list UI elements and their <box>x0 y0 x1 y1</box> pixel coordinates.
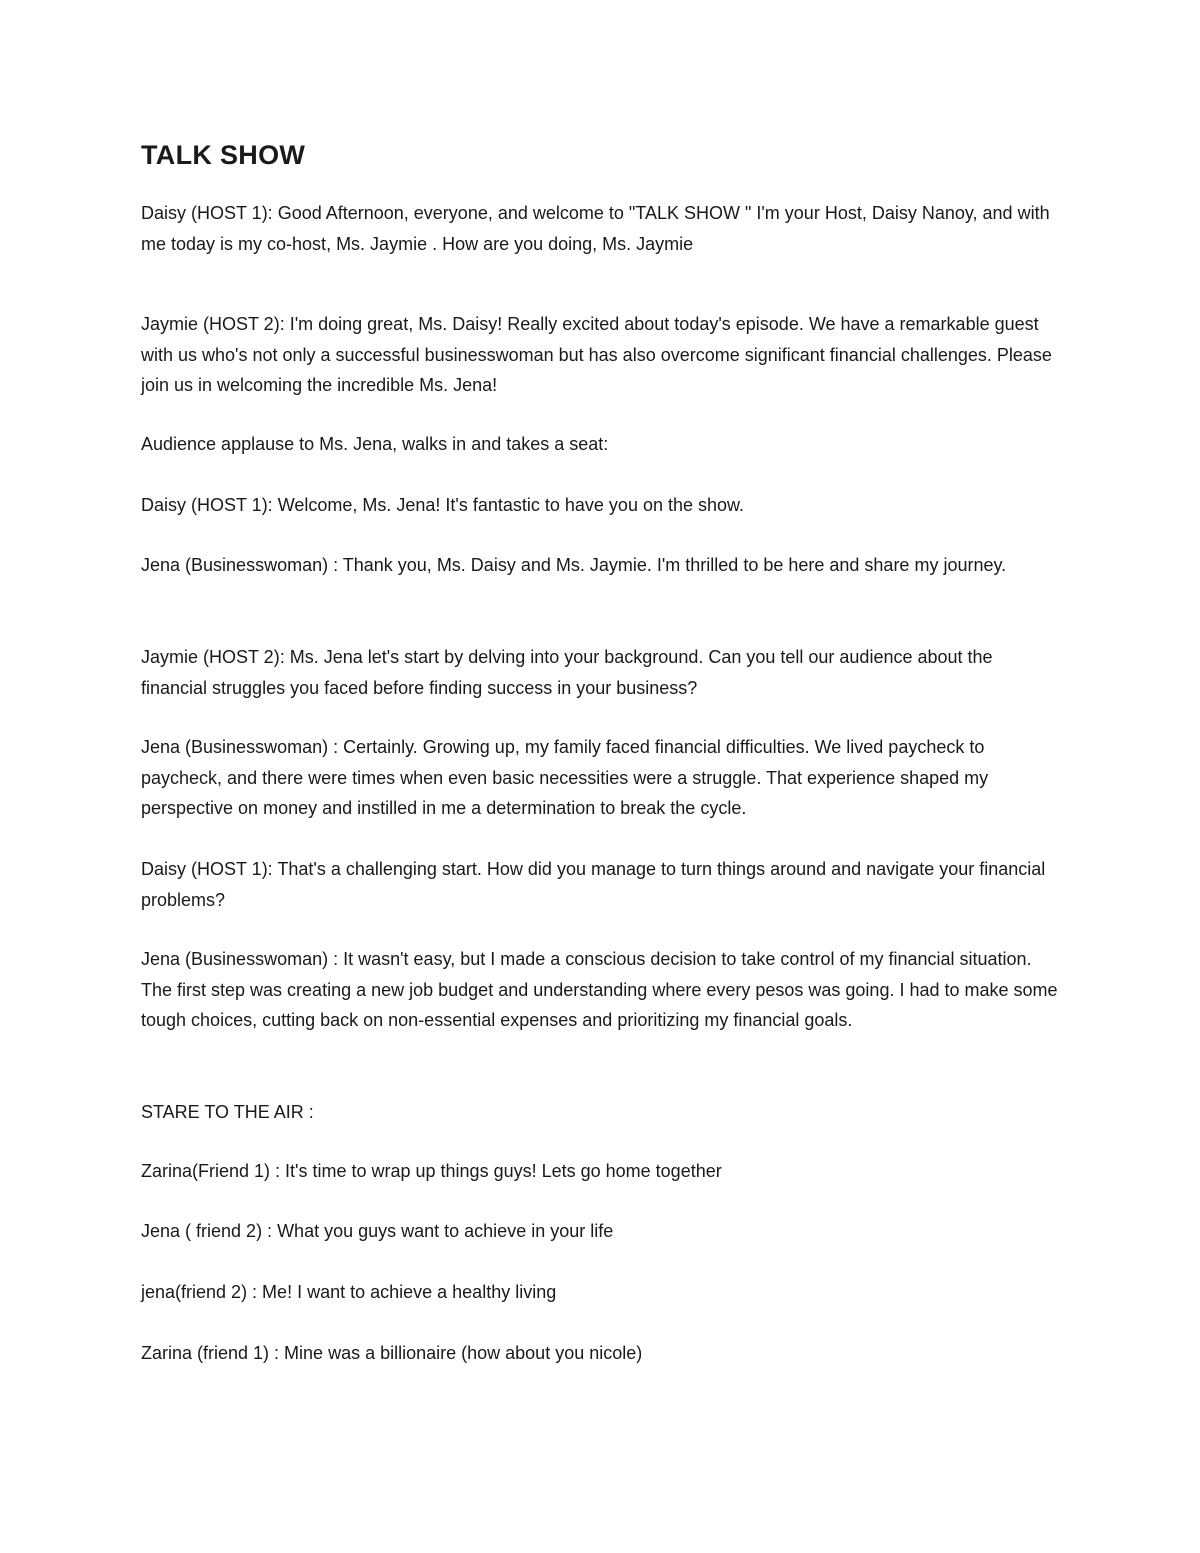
paragraph-jena-achieve-question: Jena ( friend 2) : What you guys want to achieve in your life <box>141 1221 614 1241</box>
paragraph-jena-struggles: Jena (Businesswoman) : Certainly. Growing up, my family faced financial difficulties. We lived paycheck to paycheck, and there were times when even basic necessities were a struggle. That experience shaped my perspective on money and instilled in me a determination to break the cycle. <box>141 737 989 818</box>
paragraph-daisy-welcome: Daisy (HOST 1): Welcome, Ms. Jena! It's fantastic to have you on the show. <box>141 495 745 515</box>
paragraph-daisy-challenge: Daisy (HOST 1): That's a challenging start. How did you manage to turn things around and navigate your financial problems? <box>141 859 1046 910</box>
paragraph-audience-applause: Audience applause to Ms. Jena, walks in and takes a seat: <box>141 434 609 454</box>
document-title: TALK SHOW <box>141 140 306 170</box>
paragraph-jena-control: Jena (Businesswoman) : It wasn't easy, but I made a conscious decision to take control of my financial situation. The first step was creating a new job budget and understanding where every pesos was going. I had to make some tough choices, cutting back on non-essential expenses and prioritizing my financial goals. <box>141 949 1058 1030</box>
paragraph-jena-thanks: Jena (Businesswoman) : Thank you, Ms. Daisy and Ms. Jaymie. I'm thrilled to be here and share my journey. <box>141 555 1007 575</box>
paragraph-jena-healthy-living: jena(friend 2) : Me! I want to achieve a healthy living <box>141 1282 557 1302</box>
paragraph-daisy-intro: Daisy (HOST 1): Good Afternoon, everyone, and welcome to "TALK SHOW " I'm your Host, Daisy Nanoy, and with me today is my co-host, Ms. Jaymie . How are you doing, Ms. Jaymie <box>141 203 1050 254</box>
paragraph-zarina-wrap-up: Zarina(Friend 1) : It's time to wrap up things guys! Lets go home together <box>141 1161 722 1181</box>
paragraph-jaymie-intro: Jaymie (HOST 2): I'm doing great, Ms. Daisy! Really excited about today's episode. We have a remarkable guest with us who's not only a successful businesswoman but has also overcome significant financial challenges. Please join us in welcoming the incredible Ms. Jena! <box>141 314 1052 395</box>
paragraph-stare-to-the-air: STARE TO THE AIR : <box>141 1102 314 1122</box>
paragraph-zarina-billionaire: Zarina (friend 1) : Mine was a billionaire (how about you nicole) <box>141 1343 643 1363</box>
paragraph-jaymie-background: Jaymie (HOST 2): Ms. Jena let's start by delving into your background. Can you tell our audience about the financial struggles you faced before finding success in your business? <box>141 647 993 698</box>
